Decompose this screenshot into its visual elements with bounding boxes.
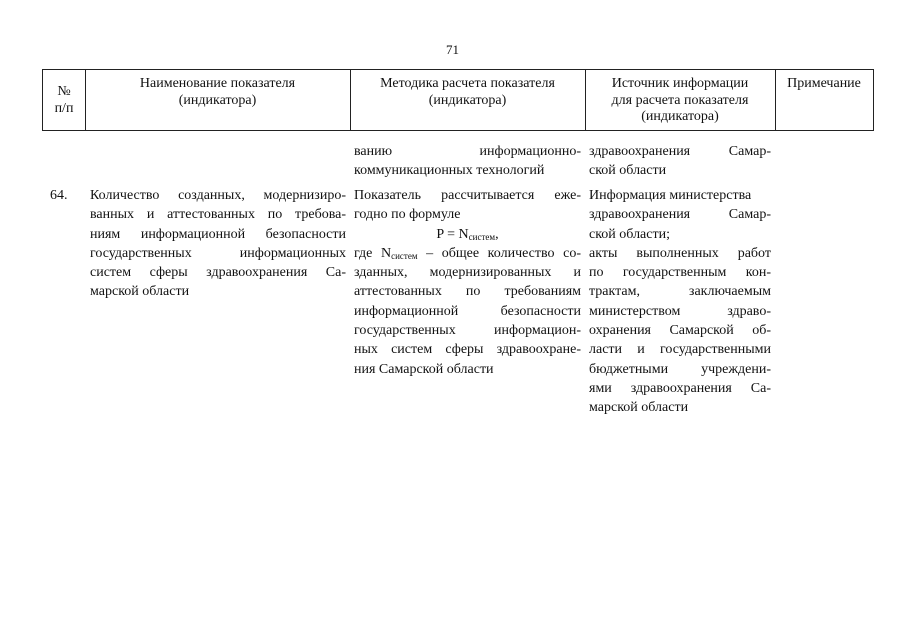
definition-subscript: систем <box>391 250 418 261</box>
text-line: ниям информационной безопасности <box>90 226 346 242</box>
header-source-line: Источник информации <box>611 76 749 91</box>
row-number <box>50 186 80 205</box>
text-line: ния Самарской области <box>354 361 494 377</box>
indicator-table <box>42 69 874 416</box>
formula-tail: , <box>495 226 499 242</box>
header-source-line: для расчета показателя <box>611 92 749 108</box>
text-line: марской области <box>90 284 190 300</box>
header-name-line: (индикатора) <box>178 92 257 108</box>
header-method <box>350 70 585 130</box>
text-line: аттестованных по требованиям <box>354 284 581 300</box>
header-name-line: Наименование показателя <box>139 76 296 91</box>
text-line: Количество созданных, модернизиро- <box>90 188 346 203</box>
text-line: годно по формуле <box>354 207 461 223</box>
header-num-line: № <box>57 84 71 99</box>
continuation-source <box>589 142 771 181</box>
header-num <box>43 70 85 130</box>
text-line: ями здравоохранения Са- <box>589 380 771 396</box>
text-line: бюджетными учреждени- <box>589 361 771 377</box>
formula <box>354 225 581 244</box>
text-line: зданных, модернизированных и <box>354 265 581 281</box>
header-name <box>85 70 350 130</box>
text-line: информационной безопасности <box>354 303 581 319</box>
text-line: ванию информационно- <box>354 144 581 159</box>
text-line: систем сферы здравоохранения Са- <box>90 265 346 281</box>
text-line: акты выполненных работ <box>589 245 771 261</box>
text-line: ласти и государственными <box>589 342 771 358</box>
text-line: здравоохранения Самар- <box>589 207 771 223</box>
header-note <box>775 70 873 130</box>
header-num-line: п/п <box>54 100 74 116</box>
text-line: министерством здраво- <box>589 303 771 319</box>
continuation-method <box>354 142 581 181</box>
information-source <box>589 186 771 418</box>
formula-definition <box>354 244 581 263</box>
text-line: здравоохранения Самар- <box>589 144 771 159</box>
text-line: Показатель рассчитывается еже- <box>354 188 581 203</box>
definition-prefix: где N <box>354 245 392 261</box>
definition-rest: – общее количество со- <box>417 245 582 261</box>
formula-subscript: систем <box>468 231 496 242</box>
table-header-row <box>42 69 874 131</box>
text-line: ской области; <box>589 226 670 242</box>
calculation-method <box>354 186 581 379</box>
formula-lhs: P = N <box>436 226 469 242</box>
header-method-line: Методика расчета показателя <box>380 76 555 91</box>
text-line: государственных информационных <box>90 245 346 261</box>
text-line: ванных и аттестованных по требова- <box>90 207 346 223</box>
text-line: ской области <box>589 163 667 179</box>
text-line: марской области <box>589 400 689 416</box>
indicator-name <box>90 186 346 302</box>
page-number: 71 <box>446 42 459 57</box>
text-line: охранения Самарской об- <box>589 323 771 339</box>
header-note-line: Примечание <box>787 76 861 91</box>
row-number-text: 64. <box>50 188 68 203</box>
header-source <box>585 70 775 130</box>
text-line: Информация министерства <box>589 188 752 203</box>
header-source-line: (индикатора) <box>641 109 719 124</box>
text-line: коммуникационных технологий <box>354 163 545 179</box>
text-line: по государственным кон- <box>589 265 771 281</box>
header-method-line: (индикатора) <box>428 92 507 108</box>
text-line: трактам, заключаемым <box>589 284 771 300</box>
text-line: государственных информацион- <box>354 323 581 339</box>
text-line: ных систем сферы здравоохране- <box>354 342 581 358</box>
